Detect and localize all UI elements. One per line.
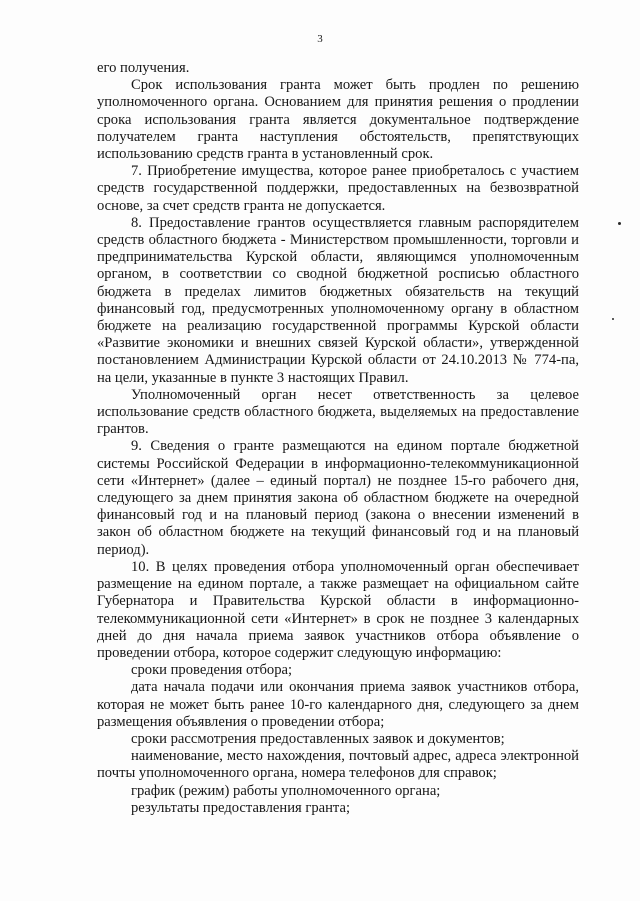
document-body [97,60,579,817]
paragraph-grant-extension: Срок использования гранта может быть продлен по решению уполномоченного органа. Основанием для принятия решения о продлении срока использования гранта является документальное подтверждение получателем гранта наступления обстоятельств, препятствующих использованию средств гранта в установленный срок. [97,77,579,163]
list-item-selection-dates: сроки проведения отбора; [131,662,293,679]
paragraph-responsibility: Уполномоченный орган несет ответственность за целевое использование средств областного бюджета, выделяемых на предоставление грантов. [97,386,579,438]
list-item-contact-details: наименование, место нахождения, почтовый адрес, адреса электронной почты уполномоченного органа, номера телефонов для справок; [97,748,579,782]
list-item-grant-results: результаты предоставления гранта; [131,799,351,816]
list-item-review-dates: сроки рассмотрения предоставленных заявок и документов; [131,730,505,747]
scan-speck [618,222,621,225]
list-item-work-schedule: график (режим) работы уполномоченного органа; [131,782,441,799]
paragraph-7: 7. Приобретение имущества, которое ранее приобреталось с участием средств государственной поддержки, предоставленных на безвозвратной основе, за счет средств гранта не допускается. [97,163,579,214]
list-item-application-dates: дата начала подачи или окончания приема заявок участников отбора, которая не может быть ранее 10-го календарного дня, следующего за днем размещения объявления о проведении отбора; [97,679,579,730]
paragraph-10: 10. В целях проведения отбора уполномоченный орган обеспечивает размещение на едином портале, а также размещает на официальном сайте Губернатора и Правительства Курской области в информационно-телекоммуникационной сети «Интернет» в срок не позднее 3 календарных дней до дня начала приема заявок участников отбора объявление о проведении отбора, которое содержит следующую информацию: [97,558,579,661]
paragraph-8: 8. Предоставление грантов осуществляется главным распорядителем средств областного бюджета - Министерством промышленности, торговли и предпринимательства Курской области, являющимся уполномоченным органом, в соответствии со сводной бюджетной росписью областного бюджета в пределах лимитов бюджетных обязательств на текущий финансовый год, предусмотренных уполномоченному органу в областном бюджете на реализацию государственной программы Курской области «Развитие экономики и внешних связей Курской области», утвержденной постановлением Администрации Курской области от 24.10.2013 № 774-па, на цели, указанные в пункте 3 настоящих Правил. [97,214,579,386]
paragraph-9: 9. Сведения о гранте размещаются на едином портале бюджетной системы Российской Федерации в информационно-телекоммуникационной сети «Интернет» (далее – единый портал) не позднее 15-го рабочего дня, следующего за днем принятия закона об областном бюджете на очередной финансовый год и на плановый период (закона о внесении изменений в закон об областном бюджете на текущий финансовый год и на плановый период). [97,438,579,558]
paragraph-continuation: его получения. [97,60,190,76]
scan-speck [612,318,614,320]
page-number: 3 [317,33,323,45]
